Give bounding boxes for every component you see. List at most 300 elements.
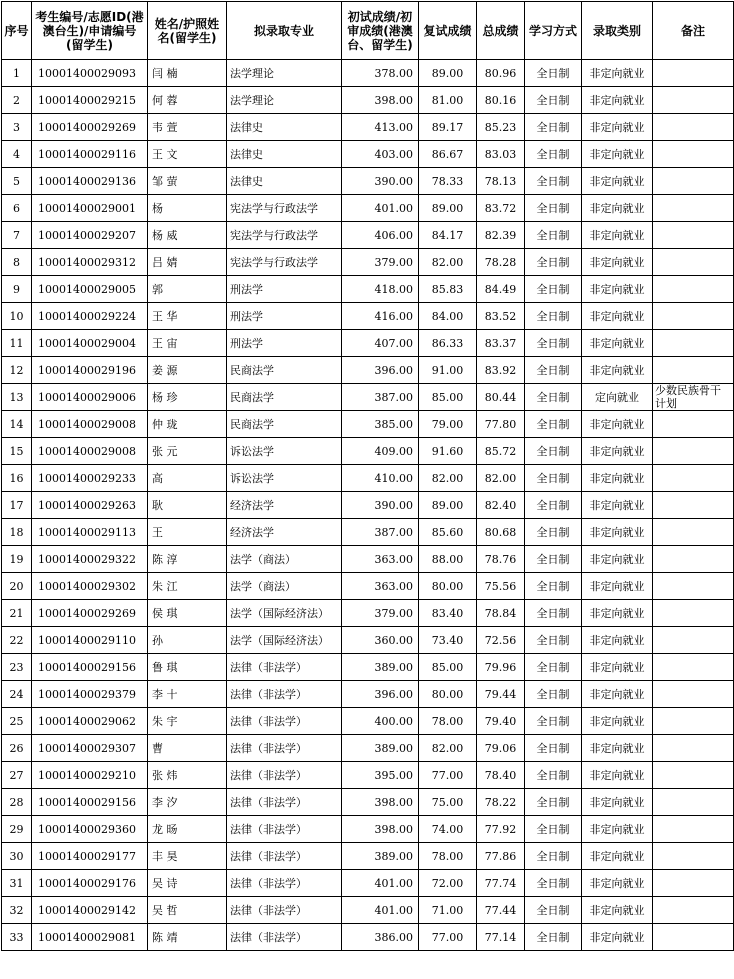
cell-id: 10001400029008 [32,411,148,438]
table-row [2,87,734,114]
cell-name: 李 汐 [148,789,227,816]
cell-study-mode: 全日制 [525,141,582,168]
cell-major: 法律（非法学） [227,789,342,816]
cell-id: 10001400029113 [32,519,148,546]
cell-note [653,681,734,708]
cell-retest-score: 80.00 [419,681,477,708]
cell-total-score: 83.03 [477,141,525,168]
cell-note: 少数民族骨干计划 [653,384,734,411]
cell-major: 法律（非法学） [227,735,342,762]
cell-retest-score: 83.40 [419,600,477,627]
table-row [2,600,734,627]
table-row [2,222,734,249]
cell-major: 法律（非法学） [227,762,342,789]
cell-retest-score: 86.67 [419,141,477,168]
header-id: 考生编号/志愿ID(港澳台生)/申请编号(留学生) [32,2,148,60]
cell-seq: 24 [2,681,32,708]
cell-id: 10001400029006 [32,384,148,411]
cell-study-mode: 全日制 [525,924,582,951]
cell-id: 10001400029269 [32,114,148,141]
cell-category: 非定向就业 [582,762,653,789]
cell-note [653,168,734,195]
cell-seq: 11 [2,330,32,357]
cell-note [653,87,734,114]
cell-study-mode: 全日制 [525,573,582,600]
cell-seq: 1 [2,60,32,87]
cell-note [653,357,734,384]
cell-id: 10001400029177 [32,843,148,870]
cell-name: 耿 [148,492,227,519]
cell-study-mode: 全日制 [525,600,582,627]
cell-total-score: 85.23 [477,114,525,141]
cell-id: 10001400029008 [32,438,148,465]
cell-total-score: 83.52 [477,303,525,330]
cell-initial-score: 385.00 [342,411,419,438]
cell-initial-score: 395.00 [342,762,419,789]
cell-study-mode: 全日制 [525,735,582,762]
cell-initial-score: 379.00 [342,249,419,276]
cell-total-score: 80.96 [477,60,525,87]
cell-seq: 22 [2,627,32,654]
cell-major: 刑法学 [227,330,342,357]
cell-name: 杨 [148,195,227,222]
cell-note [653,870,734,897]
cell-seq: 6 [2,195,32,222]
cell-name: 曹 [148,735,227,762]
table-row [2,870,734,897]
cell-major: 法学（国际经济法） [227,627,342,654]
cell-seq: 4 [2,141,32,168]
cell-major: 法律（非法学） [227,924,342,951]
cell-note [653,438,734,465]
header-total-score: 总成绩 [477,2,525,60]
cell-study-mode: 全日制 [525,276,582,303]
cell-retest-score: 81.00 [419,87,477,114]
cell-major: 法律（非法学） [227,654,342,681]
cell-seq: 13 [2,384,32,411]
cell-id: 10001400029233 [32,465,148,492]
table-row [2,681,734,708]
cell-study-mode: 全日制 [525,195,582,222]
cell-name: 邹 萤 [148,168,227,195]
cell-id: 10001400029269 [32,600,148,627]
cell-major: 法学（国际经济法） [227,600,342,627]
cell-note [653,222,734,249]
cell-category: 非定向就业 [582,168,653,195]
cell-category: 非定向就业 [582,492,653,519]
cell-initial-score: 410.00 [342,465,419,492]
cell-major: 法学理论 [227,87,342,114]
cell-study-mode: 全日制 [525,762,582,789]
cell-category: 非定向就业 [582,411,653,438]
header-seq: 序号 [2,2,32,60]
cell-initial-score: 363.00 [342,573,419,600]
cell-total-score: 83.92 [477,357,525,384]
cell-study-mode: 全日制 [525,546,582,573]
cell-study-mode: 全日制 [525,870,582,897]
cell-seq: 2 [2,87,32,114]
cell-id: 10001400029322 [32,546,148,573]
cell-name: 韦 萱 [148,114,227,141]
cell-total-score: 83.37 [477,330,525,357]
cell-total-score: 83.72 [477,195,525,222]
cell-retest-score: 77.00 [419,762,477,789]
cell-total-score: 80.68 [477,519,525,546]
cell-seq: 26 [2,735,32,762]
cell-id: 10001400029001 [32,195,148,222]
table-row [2,843,734,870]
cell-retest-score: 91.60 [419,438,477,465]
cell-note [653,141,734,168]
cell-major: 民商法学 [227,357,342,384]
cell-retest-score: 74.00 [419,816,477,843]
cell-retest-score: 79.00 [419,411,477,438]
cell-category: 非定向就业 [582,222,653,249]
cell-name: 张 元 [148,438,227,465]
cell-total-score: 77.14 [477,924,525,951]
header-study-mode: 学习方式 [525,2,582,60]
cell-study-mode: 全日制 [525,60,582,87]
cell-name: 王 文 [148,141,227,168]
cell-category: 非定向就业 [582,87,653,114]
cell-initial-score: 378.00 [342,60,419,87]
cell-name: 何 蓉 [148,87,227,114]
cell-major: 诉讼法学 [227,438,342,465]
cell-retest-score: 82.00 [419,249,477,276]
cell-total-score: 72.56 [477,627,525,654]
cell-major: 民商法学 [227,411,342,438]
cell-total-score: 78.28 [477,249,525,276]
cell-total-score: 77.92 [477,816,525,843]
cell-initial-score: 390.00 [342,492,419,519]
cell-seq: 28 [2,789,32,816]
cell-name: 张 炜 [148,762,227,789]
cell-note [653,708,734,735]
cell-name: 王 [148,519,227,546]
cell-category: 非定向就业 [582,141,653,168]
cell-id: 10001400029176 [32,870,148,897]
cell-study-mode: 全日制 [525,843,582,870]
cell-initial-score: 418.00 [342,276,419,303]
cell-major: 法学理论 [227,60,342,87]
cell-name: 王 华 [148,303,227,330]
cell-study-mode: 全日制 [525,114,582,141]
cell-initial-score: 398.00 [342,816,419,843]
header-category: 录取类别 [582,2,653,60]
cell-name: 杨 威 [148,222,227,249]
cell-major: 法律（非法学） [227,708,342,735]
cell-category: 非定向就业 [582,816,653,843]
cell-id: 10001400029307 [32,735,148,762]
cell-note [653,519,734,546]
cell-note [653,330,734,357]
cell-category: 非定向就业 [582,600,653,627]
cell-name: 鲁 琪 [148,654,227,681]
cell-seq: 21 [2,600,32,627]
cell-note [653,762,734,789]
cell-name: 孙 [148,627,227,654]
cell-id: 10001400029302 [32,573,148,600]
cell-total-score: 77.86 [477,843,525,870]
table-row [2,114,734,141]
cell-major: 经济法学 [227,519,342,546]
cell-category: 非定向就业 [582,195,653,222]
cell-retest-score: 84.17 [419,222,477,249]
cell-total-score: 82.40 [477,492,525,519]
cell-note [653,573,734,600]
cell-initial-score: 387.00 [342,384,419,411]
cell-id: 10001400029110 [32,627,148,654]
cell-study-mode: 全日制 [525,681,582,708]
cell-seq: 30 [2,843,32,870]
cell-note [653,924,734,951]
cell-major: 法律（非法学） [227,843,342,870]
cell-initial-score: 401.00 [342,897,419,924]
cell-seq: 8 [2,249,32,276]
admission-table [1,1,734,951]
cell-name: 吴 诗 [148,870,227,897]
cell-initial-score: 389.00 [342,735,419,762]
cell-initial-score: 386.00 [342,924,419,951]
cell-note [653,897,734,924]
cell-id: 10001400029210 [32,762,148,789]
cell-seq: 27 [2,762,32,789]
cell-initial-score: 363.00 [342,546,419,573]
table-row [2,573,734,600]
cell-initial-score: 407.00 [342,330,419,357]
admission-table-container [1,1,734,951]
cell-id: 10001400029312 [32,249,148,276]
cell-name: 吴 哲 [148,897,227,924]
cell-total-score: 78.84 [477,600,525,627]
cell-initial-score: 360.00 [342,627,419,654]
cell-retest-score: 82.00 [419,465,477,492]
cell-major: 法学（商法） [227,573,342,600]
cell-id: 10001400029093 [32,60,148,87]
cell-name: 王 宙 [148,330,227,357]
cell-major: 诉讼法学 [227,465,342,492]
cell-retest-score: 73.40 [419,627,477,654]
cell-seq: 7 [2,222,32,249]
cell-id: 10001400029196 [32,357,148,384]
cell-id: 10001400029116 [32,141,148,168]
cell-study-mode: 全日制 [525,708,582,735]
cell-category: 非定向就业 [582,438,653,465]
cell-seq: 9 [2,276,32,303]
cell-major: 法律史 [227,168,342,195]
cell-id: 10001400029004 [32,330,148,357]
cell-note [653,303,734,330]
cell-note [653,465,734,492]
cell-category: 非定向就业 [582,357,653,384]
cell-name: 朱 江 [148,573,227,600]
cell-study-mode: 全日制 [525,384,582,411]
cell-category: 非定向就业 [582,465,653,492]
cell-initial-score: 398.00 [342,87,419,114]
cell-total-score: 84.49 [477,276,525,303]
cell-seq: 23 [2,654,32,681]
header-major: 拟录取专业 [227,2,342,60]
table-row [2,816,734,843]
cell-seq: 32 [2,897,32,924]
cell-retest-score: 89.00 [419,492,477,519]
cell-total-score: 78.76 [477,546,525,573]
cell-initial-score: 401.00 [342,870,419,897]
table-row [2,924,734,951]
table-row [2,492,734,519]
cell-total-score: 85.72 [477,438,525,465]
table-row [2,735,734,762]
cell-note [653,411,734,438]
table-row [2,60,734,87]
cell-total-score: 77.80 [477,411,525,438]
cell-initial-score: 400.00 [342,708,419,735]
cell-study-mode: 全日制 [525,411,582,438]
cell-seq: 10 [2,303,32,330]
cell-id: 10001400029379 [32,681,148,708]
cell-name: 仲 珑 [148,411,227,438]
cell-category: 非定向就业 [582,681,653,708]
cell-initial-score: 401.00 [342,195,419,222]
cell-retest-score: 91.00 [419,357,477,384]
cell-total-score: 78.22 [477,789,525,816]
cell-retest-score: 85.83 [419,276,477,303]
cell-total-score: 77.44 [477,897,525,924]
cell-study-mode: 全日制 [525,357,582,384]
cell-id: 10001400029005 [32,276,148,303]
cell-seq: 18 [2,519,32,546]
table-row [2,654,734,681]
cell-name: 朱 宇 [148,708,227,735]
cell-category: 非定向就业 [582,870,653,897]
cell-study-mode: 全日制 [525,330,582,357]
cell-id: 10001400029156 [32,789,148,816]
table-row [2,384,734,411]
cell-category: 非定向就业 [582,843,653,870]
table-row [2,195,734,222]
table-row [2,303,734,330]
cell-name: 姜 源 [148,357,227,384]
cell-initial-score: 389.00 [342,654,419,681]
cell-note [653,276,734,303]
cell-major: 民商法学 [227,384,342,411]
cell-seq: 25 [2,708,32,735]
cell-total-score: 75.56 [477,573,525,600]
table-row [2,141,734,168]
cell-major: 法律（非法学） [227,870,342,897]
cell-category: 非定向就业 [582,303,653,330]
cell-id: 10001400029360 [32,816,148,843]
cell-name: 侯 琪 [148,600,227,627]
cell-initial-score: 416.00 [342,303,419,330]
cell-study-mode: 全日制 [525,438,582,465]
cell-study-mode: 全日制 [525,654,582,681]
cell-retest-score: 80.00 [419,573,477,600]
cell-total-score: 77.74 [477,870,525,897]
cell-note [653,627,734,654]
cell-retest-score: 82.00 [419,735,477,762]
cell-id: 10001400029215 [32,87,148,114]
cell-name: 陈 靖 [148,924,227,951]
cell-id: 10001400029224 [32,303,148,330]
cell-retest-score: 71.00 [419,897,477,924]
cell-total-score: 79.96 [477,654,525,681]
cell-category: 非定向就业 [582,60,653,87]
table-header-row [2,2,734,60]
cell-total-score: 78.13 [477,168,525,195]
cell-major: 经济法学 [227,492,342,519]
cell-total-score: 82.00 [477,465,525,492]
cell-major: 宪法学与行政法学 [227,195,342,222]
cell-seq: 31 [2,870,32,897]
table-row [2,519,734,546]
cell-study-mode: 全日制 [525,816,582,843]
cell-name: 郭 [148,276,227,303]
table-row [2,789,734,816]
cell-seq: 29 [2,816,32,843]
cell-retest-score: 72.00 [419,870,477,897]
cell-major: 法律（非法学） [227,816,342,843]
cell-note [653,816,734,843]
cell-major: 法律史 [227,114,342,141]
table-row [2,546,734,573]
cell-total-score: 80.16 [477,87,525,114]
cell-note [653,492,734,519]
cell-note [653,195,734,222]
cell-major: 法律史 [227,141,342,168]
cell-initial-score: 396.00 [342,357,419,384]
table-row [2,708,734,735]
table-row [2,411,734,438]
cell-name: 丰 昊 [148,843,227,870]
cell-seq: 20 [2,573,32,600]
cell-name: 高 [148,465,227,492]
table-row [2,357,734,384]
cell-name: 闫 楠 [148,60,227,87]
cell-name: 杨 珍 [148,384,227,411]
cell-study-mode: 全日制 [525,222,582,249]
cell-category: 非定向就业 [582,897,653,924]
cell-retest-score: 84.00 [419,303,477,330]
table-row [2,168,734,195]
cell-retest-score: 85.00 [419,654,477,681]
header-name: 姓名/护照姓名(留学生) [148,2,227,60]
cell-note [653,735,734,762]
cell-retest-score: 78.33 [419,168,477,195]
table-row [2,762,734,789]
cell-initial-score: 409.00 [342,438,419,465]
cell-category: 非定向就业 [582,708,653,735]
cell-note [653,114,734,141]
cell-id: 10001400029207 [32,222,148,249]
cell-study-mode: 全日制 [525,519,582,546]
cell-retest-score: 75.00 [419,789,477,816]
cell-study-mode: 全日制 [525,168,582,195]
cell-category: 定向就业 [582,384,653,411]
cell-retest-score: 86.33 [419,330,477,357]
cell-major: 法律（非法学） [227,897,342,924]
cell-id: 10001400029062 [32,708,148,735]
table-row [2,438,734,465]
cell-seq: 19 [2,546,32,573]
cell-seq: 12 [2,357,32,384]
cell-id: 10001400029142 [32,897,148,924]
cell-retest-score: 89.00 [419,195,477,222]
cell-seq: 5 [2,168,32,195]
table-row [2,249,734,276]
cell-total-score: 79.06 [477,735,525,762]
cell-name: 龙 旸 [148,816,227,843]
